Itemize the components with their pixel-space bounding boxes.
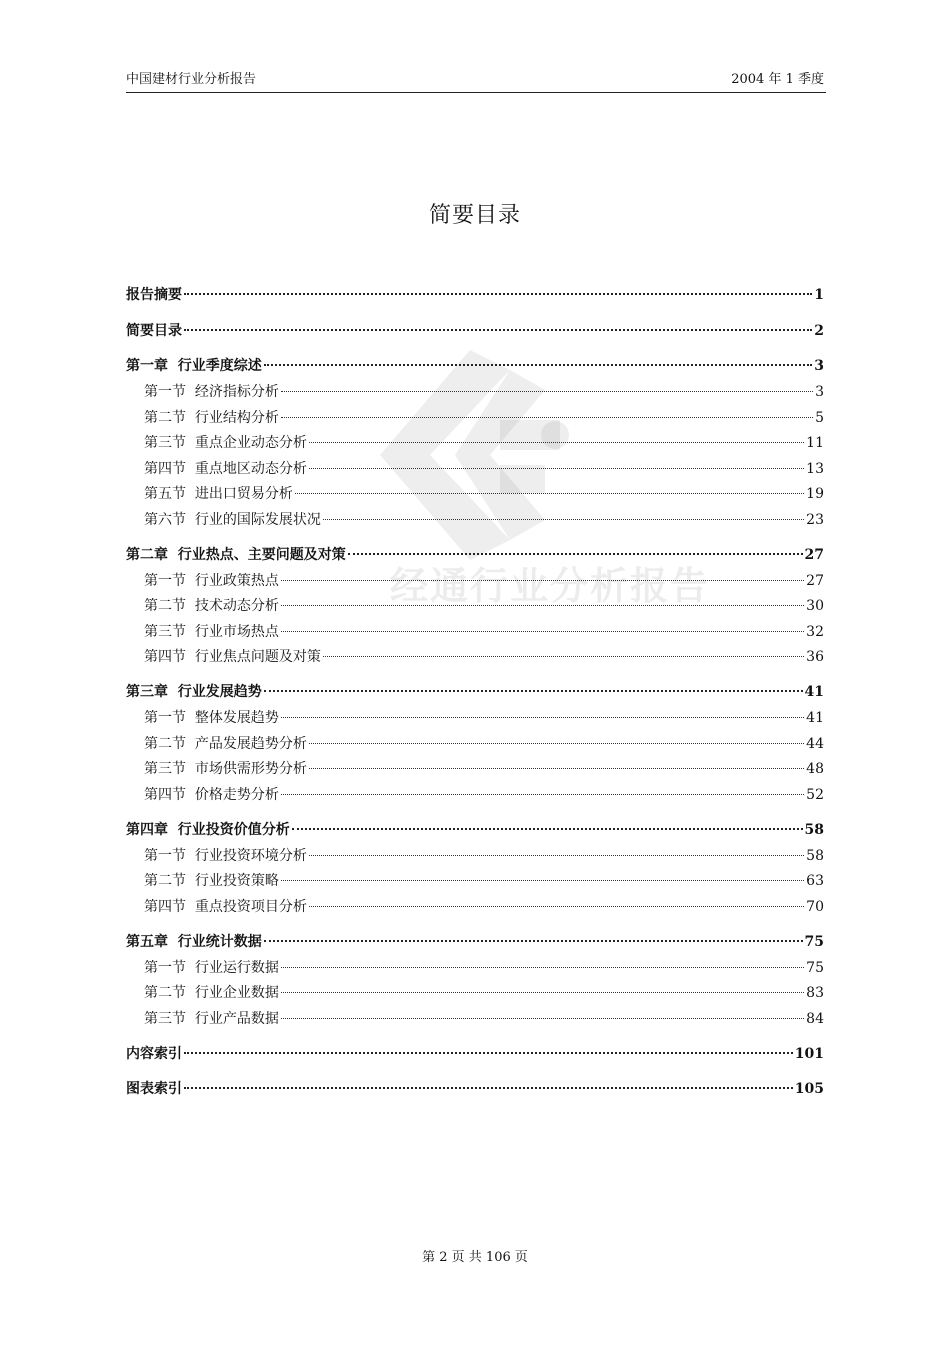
toc-entry-label: 第五章 行业统计数据: [126, 933, 262, 950]
header-period: 2004 年 1 季度: [731, 72, 824, 87]
toc-page-number: 27: [806, 572, 824, 589]
toc-section-entry[interactable]: [126, 845, 824, 871]
toc-entry-label: 第一节 行业政策热点: [144, 572, 279, 589]
toc-chapter-entry[interactable]: [126, 544, 824, 570]
toc-page-number: 70: [806, 898, 824, 915]
toc-entry-label: 报告摘要: [126, 287, 182, 303]
toc-dot-leader: [281, 794, 804, 795]
toc-dot-leader: [348, 553, 803, 555]
toc-entry-label: 内容索引: [126, 1045, 182, 1062]
toc-dot-leader: [264, 940, 803, 942]
toc-dot-leader: [281, 967, 804, 968]
toc-dot-leader: [309, 468, 804, 469]
table-of-contents: [126, 284, 824, 1104]
toc-dot-leader: [264, 690, 803, 692]
toc-entry-label: 第二节 行业企业数据: [144, 985, 279, 1001]
toc-page-number: 75: [804, 933, 824, 950]
toc-entry-label: 第一节 经济指标分析: [144, 384, 279, 400]
toc-entry-label: 简要目录: [126, 322, 182, 339]
toc-dot-leader: [281, 717, 804, 718]
toc-dot-leader: [184, 1052, 793, 1054]
toc-entry-label: 第四节 重点投资项目分析: [144, 898, 307, 915]
watermark-text: 经通行业分析报告: [390, 564, 711, 608]
toc-dot-leader: [184, 329, 812, 331]
toc-page-number: 36: [806, 649, 824, 665]
toc-section-entry[interactable]: [126, 784, 824, 810]
toc-entry-label: 第二节 行业投资策略: [144, 873, 279, 889]
toc-page-number: 19: [806, 486, 824, 502]
toc-page-number: 83: [806, 985, 824, 1001]
toc-page-number: 30: [806, 598, 824, 614]
toc-page-number: 23: [806, 511, 824, 528]
toc-entry-label: 第二节 行业结构分析: [144, 409, 279, 426]
toc-entry-label: 第五节 进出口贸易分析: [144, 486, 293, 502]
toc-entry-label: 图表索引: [126, 1081, 182, 1097]
toc-section-entry[interactable]: [126, 982, 824, 1008]
toc-entry-label: 第一章 行业季度综述: [126, 358, 262, 374]
toc-section-entry[interactable]: [126, 758, 824, 784]
toc-section-entry[interactable]: [126, 733, 824, 759]
toc-section-entry[interactable]: [126, 621, 824, 647]
toc-entry-label: 第二节 产品发展趋势分析: [144, 735, 307, 752]
toc-entry-label: 第四节 行业焦点问题及对策: [144, 649, 321, 665]
toc-chapter-entry[interactable]: [126, 819, 824, 845]
toc-section-entry[interactable]: [126, 570, 824, 596]
toc-page-number: 58: [806, 847, 824, 864]
toc-section-entry[interactable]: [126, 870, 824, 896]
toc-dot-leader: [309, 768, 804, 769]
toc-page-number: 44: [806, 735, 824, 752]
toc-dot-leader: [281, 1018, 804, 1019]
toc-section-entry[interactable]: [126, 483, 824, 509]
toc-section-entry[interactable]: [126, 707, 824, 733]
toc-entry-label: 第一节 整体发展趋势: [144, 710, 279, 726]
page-footer: 第 2 页 共 106 页: [422, 1250, 528, 1265]
toc-entry-label: 第三章 行业发展趋势: [126, 684, 262, 700]
toc-dot-leader: [264, 364, 813, 366]
toc-page-number: 13: [806, 460, 824, 477]
toc-dot-leader: [309, 743, 804, 744]
toc-entry-label: 第四章 行业投资价值分析: [126, 821, 290, 838]
toc-chapter-entry[interactable]: [126, 320, 824, 346]
toc-chapter-entry[interactable]: [126, 355, 824, 381]
toc-dot-leader: [309, 442, 804, 443]
toc-page-number: 58: [804, 821, 824, 838]
toc-dot-leader: [309, 906, 804, 907]
toc-section-entry[interactable]: [126, 407, 824, 433]
toc-entry-label: 第二章 行业热点、主要问题及对策: [126, 546, 346, 563]
page-header: [126, 66, 826, 93]
toc-chapter-entry[interactable]: [126, 1078, 824, 1104]
toc-page-number: 3: [814, 358, 824, 374]
toc-section-entry[interactable]: [126, 432, 824, 458]
toc-page-number: 41: [804, 684, 824, 700]
toc-page-number: 1: [814, 287, 824, 303]
toc-dot-leader: [323, 519, 804, 520]
toc-page-number: 2: [814, 322, 824, 339]
toc-page-number: 48: [806, 761, 824, 777]
toc-dot-leader: [281, 417, 813, 418]
toc-page-number: 84: [806, 1010, 824, 1027]
toc-section-entry[interactable]: [126, 1008, 824, 1034]
toc-section-entry[interactable]: [126, 957, 824, 983]
toc-entry-label: 第三节 重点企业动态分析: [144, 435, 307, 451]
toc-dot-leader: [309, 855, 804, 856]
toc-page-number: 5: [815, 409, 824, 426]
toc-entry-label: 第三节 市场供需形势分析: [144, 761, 307, 777]
toc-entry-label: 第三节 行业市场热点: [144, 623, 279, 640]
toc-dot-leader: [281, 631, 804, 632]
toc-page-number: 63: [806, 873, 824, 889]
toc-entry-label: 第三节 行业产品数据: [144, 1010, 279, 1027]
toc-entry-label: 第四节 价格走势分析: [144, 786, 279, 803]
toc-section-entry[interactable]: [126, 646, 824, 672]
toc-entry-label: 第二节 技术动态分析: [144, 598, 279, 614]
toc-dot-leader: [295, 493, 804, 494]
toc-dot-leader: [184, 1087, 793, 1089]
toc-dot-leader: [292, 828, 803, 830]
toc-dot-leader: [281, 880, 804, 881]
toc-entry-label: 第一节 行业运行数据: [144, 959, 279, 976]
toc-chapter-entry[interactable]: [126, 1043, 824, 1069]
toc-dot-leader: [184, 293, 812, 295]
page-title: 简要目录: [428, 203, 521, 228]
toc-page-number: 41: [806, 710, 824, 726]
toc-section-entry[interactable]: [126, 381, 824, 407]
toc-page-number: 75: [806, 959, 824, 976]
toc-section-entry[interactable]: [126, 595, 824, 621]
toc-page-number: 32: [806, 623, 824, 640]
toc-dot-leader: [281, 992, 804, 993]
toc-chapter-entry[interactable]: [126, 681, 824, 707]
header-report-title: 中国建材行业分析报告: [126, 72, 257, 87]
toc-dot-leader: [281, 605, 804, 606]
toc-chapter-entry[interactable]: [126, 931, 824, 957]
toc-entry-label: 第六节 行业的国际发展状况: [144, 511, 321, 528]
toc-dot-leader: [281, 391, 813, 392]
toc-page-number: 27: [804, 546, 824, 563]
toc-page-number: 11: [806, 435, 824, 451]
toc-section-entry[interactable]: [126, 896, 824, 922]
toc-section-entry[interactable]: [126, 509, 824, 535]
toc-page-number: 101: [794, 1045, 824, 1062]
toc-page-number: 3: [815, 384, 824, 400]
toc-page-number: 105: [794, 1081, 824, 1097]
toc-section-entry[interactable]: [126, 458, 824, 484]
toc-entry-label: 第四节 重点地区动态分析: [144, 460, 307, 477]
toc-page-number: 52: [806, 786, 824, 803]
toc-chapter-entry[interactable]: [126, 284, 824, 310]
toc-entry-label: 第一节 行业投资环境分析: [144, 847, 307, 864]
toc-dot-leader: [281, 580, 804, 581]
toc-dot-leader: [323, 656, 804, 657]
